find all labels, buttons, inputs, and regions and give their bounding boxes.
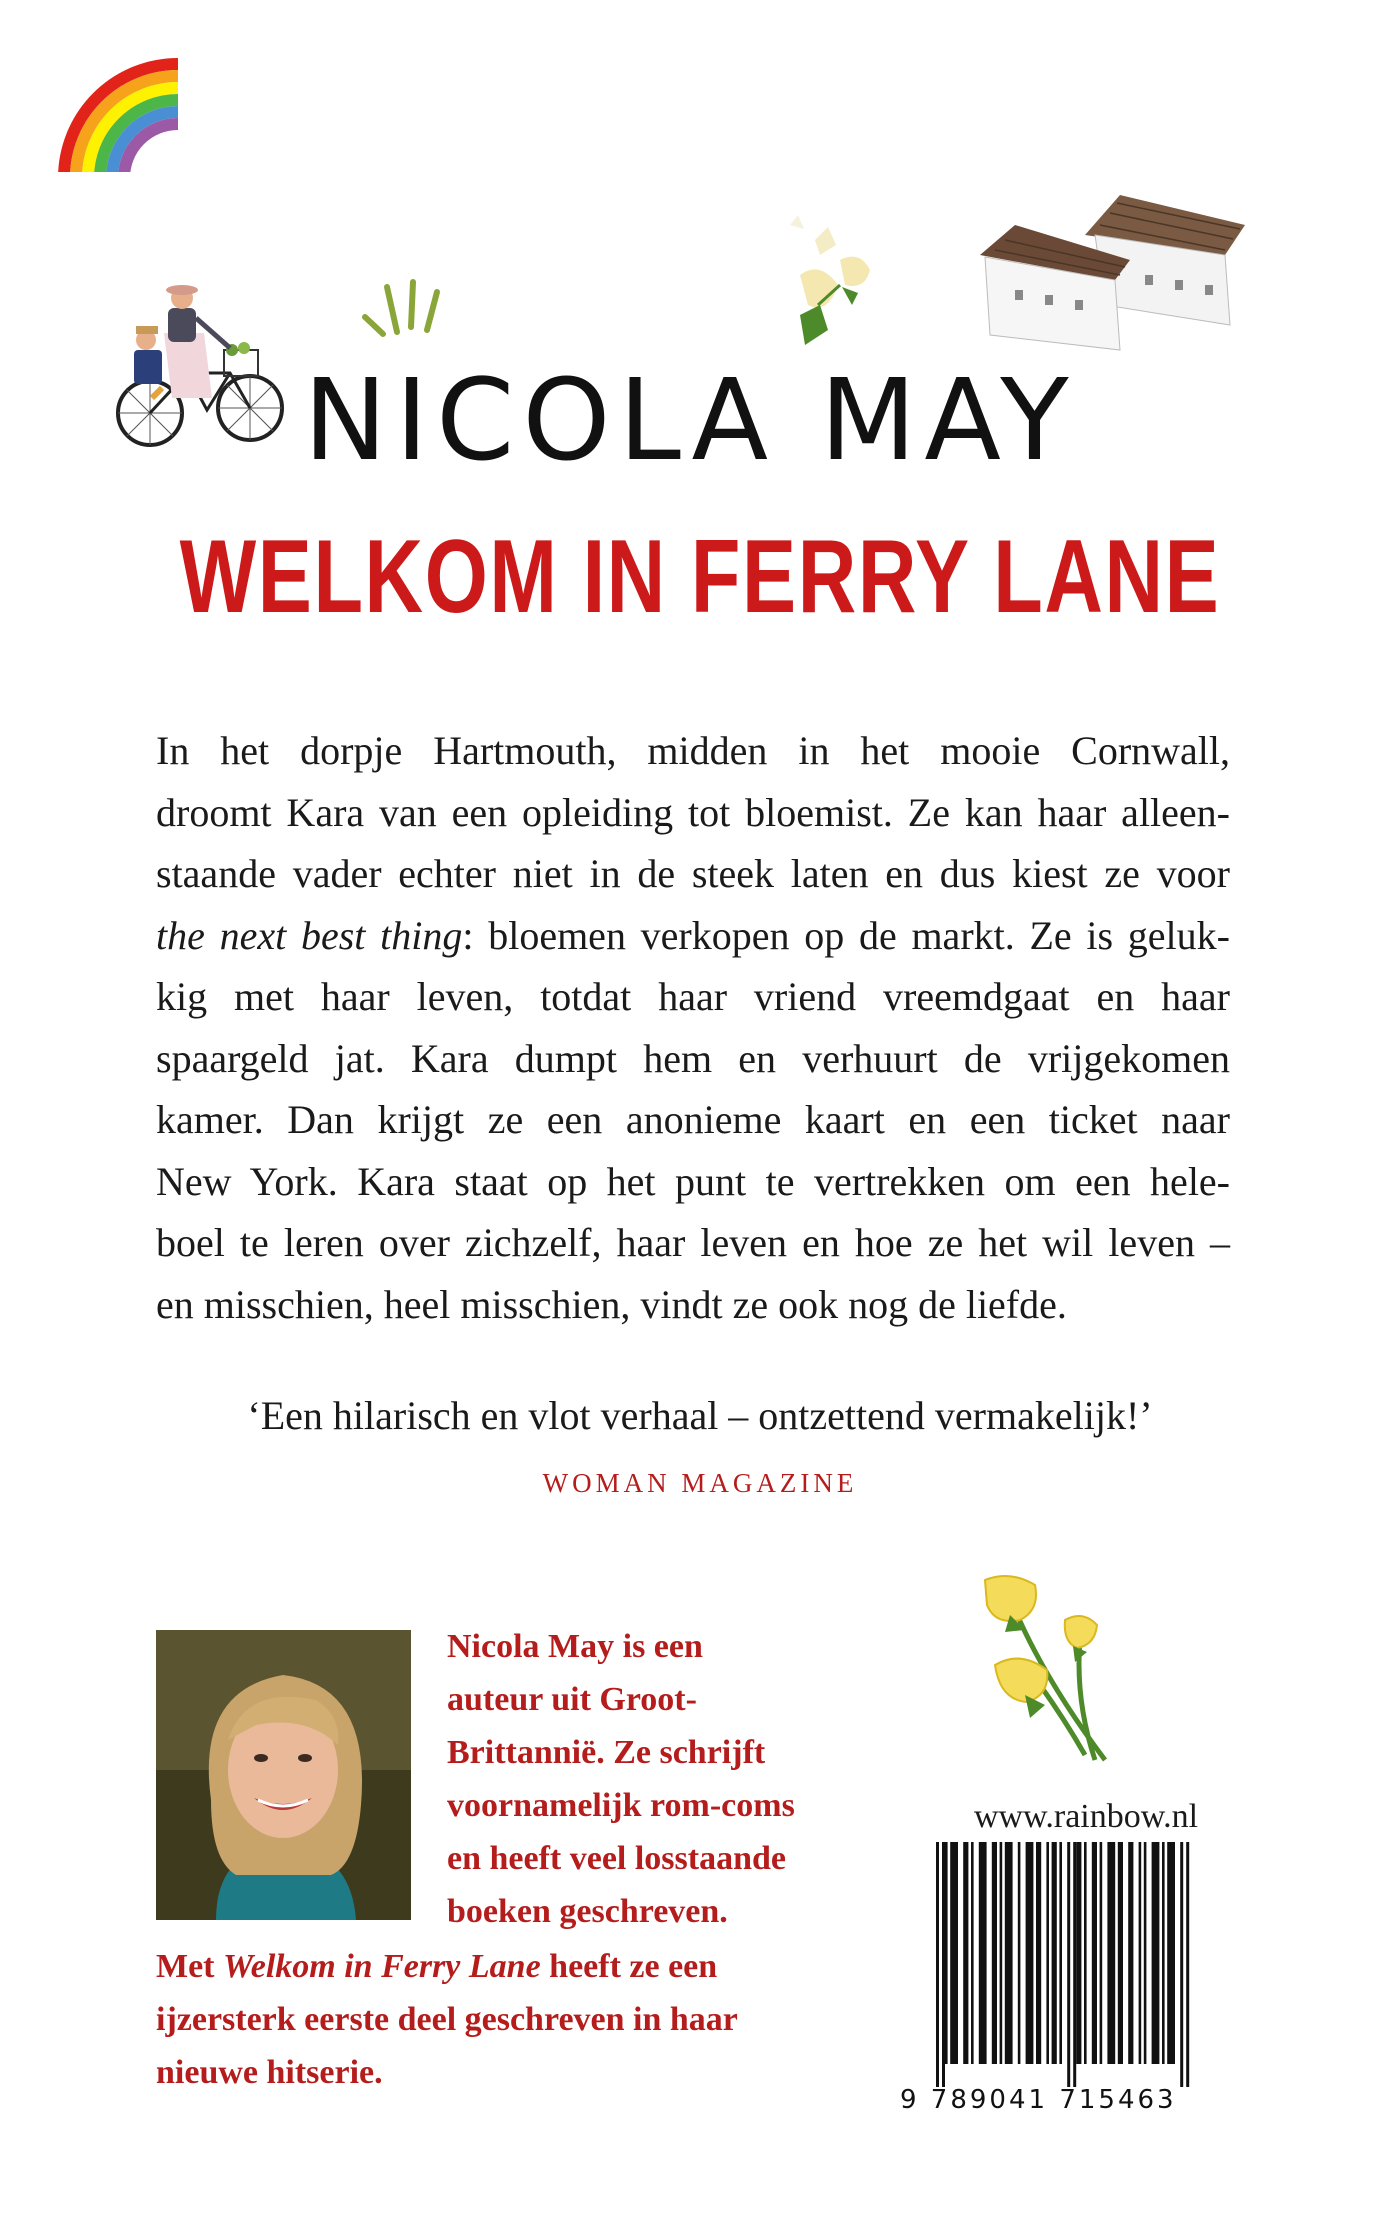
barcode-bar [1036, 1842, 1041, 2064]
bio-met: Met [156, 1948, 215, 1985]
barcode-bar [1018, 1842, 1021, 2064]
blurb-line: kamer. Dan krijgt ze een anonieme kaart en een ticket naar [156, 1097, 1230, 1142]
barcode-bar [1144, 1842, 1147, 2064]
barcode-bar [1000, 1842, 1003, 2064]
publisher-website[interactable]: www.rainbow.nl [973, 1798, 1199, 1835]
blurb-line: New York. Kara staat op het punt te vertrekken om een hele- [156, 1158, 1230, 1204]
barcode-bar [971, 1842, 974, 2064]
barcode-bar [936, 1842, 939, 2087]
blurb-line: spaargeld jat. Kara dumpt hem en verhuurt de vrijgekomen [156, 1035, 1230, 1081]
barcode-bar [1005, 1842, 1013, 2064]
barcode-bar [979, 1842, 987, 2064]
blurb-line: staande vader echter niet in de steek laten en dus kiest ze voor [156, 851, 1230, 896]
barcode-bar [1167, 1842, 1175, 2064]
barcode-bar [1092, 1842, 1097, 2064]
barcode-bar [1059, 1842, 1062, 2064]
blurb-line: In het dorpje Hartmouth, midden in het mooie Cornwall, [156, 728, 1230, 773]
bio-line: voornamelijk rom-coms [447, 1787, 795, 1824]
italic-suffix: : [462, 912, 474, 958]
barcode-bar [1186, 1842, 1189, 2087]
bio-line: Brittannië. Ze schrijft [447, 1734, 766, 1771]
dash-marks-decoration [355, 272, 455, 342]
blurb-line-rest: bloemen verkopen op de markt. Ze is geluk- [488, 912, 1230, 958]
barcode-bar [942, 1842, 945, 2087]
blurb-line [156, 905, 1230, 967]
author-name: NICOLA MAY [303, 356, 1077, 486]
book-title: WELKOM IN FERRY LANE [179, 519, 1221, 635]
barcode-bar [1180, 1842, 1183, 2087]
bio-book-title: Welkom in Ferry Lane [223, 1948, 541, 1985]
isbn-number: 9 789041 715463 [900, 2085, 1177, 2115]
bio-line: ijzersterk eerste deel geschreven in haar [156, 2001, 738, 2038]
italic-phrase: the next best thing [156, 912, 463, 958]
barcode-bar [945, 1842, 948, 2064]
bio-line: en heeft veel losstaande [447, 1840, 787, 1877]
barcode-bar [1100, 1842, 1103, 2064]
blurb-line: kig met haar leven, totdat haar vriend vreemdgaat en haar [156, 974, 1230, 1019]
yellow-flowers-illustration [965, 1570, 1135, 1770]
bio-line: boeken geschreven. [447, 1893, 728, 1930]
barcode-bar [1152, 1842, 1160, 2064]
barcode-bar [992, 1842, 997, 2064]
barcode-bar [1026, 1842, 1034, 2064]
barcode-bar [1128, 1842, 1133, 2064]
isbn-barcode [930, 1842, 1230, 2087]
blurb-line: en misschien, heel misschien, vindt ze ook nog de liefde. [156, 1281, 1067, 1327]
author-photo [156, 1630, 411, 1920]
bio-line: auteur uit Groot- [447, 1681, 697, 1718]
barcode-bar [1084, 1842, 1087, 2064]
review-quote: ‘Een hilarisch en vlot verhaal – ontzettend vermakelijk!’ [247, 1393, 1153, 1438]
barcode-bar [1107, 1842, 1115, 2064]
small-flowers-illustration [770, 205, 880, 355]
barcode-bar [1067, 1842, 1070, 2087]
barcode-bar [950, 1842, 958, 2064]
blurb-line: droomt Kara van een opleiding tot bloemist. Ze kan haar alleen- [156, 789, 1230, 835]
barcode-bar [1118, 1842, 1123, 2064]
author-bio-bottom [156, 1940, 856, 2099]
bio-line: Nicola May is een [447, 1628, 703, 1665]
barcode-bar [963, 1842, 968, 2064]
barcode-bar [1139, 1842, 1142, 2064]
review-source: WOMAN MAGAZINE [542, 1468, 858, 1498]
cottages-illustration [975, 195, 1250, 355]
barcode-bar [1046, 1842, 1049, 2064]
blurb-line: boel te leren over zichzelf, haar leven en hoe ze het wil leven – [156, 1220, 1230, 1265]
bio-line-suffix: heeft ze een [549, 1948, 718, 1985]
bio-line [156, 1940, 856, 1993]
barcode-bar [1052, 1842, 1057, 2064]
author-bio-right [447, 1620, 847, 1938]
barcode-bar [1162, 1842, 1165, 2064]
rainbow-logo-icon [58, 58, 178, 178]
bio-line: nieuwe hitserie. [156, 2054, 383, 2091]
barcode-bar [1073, 1842, 1076, 2087]
blurb-paragraph [156, 720, 1230, 1335]
barcode-bar [1076, 1842, 1081, 2064]
